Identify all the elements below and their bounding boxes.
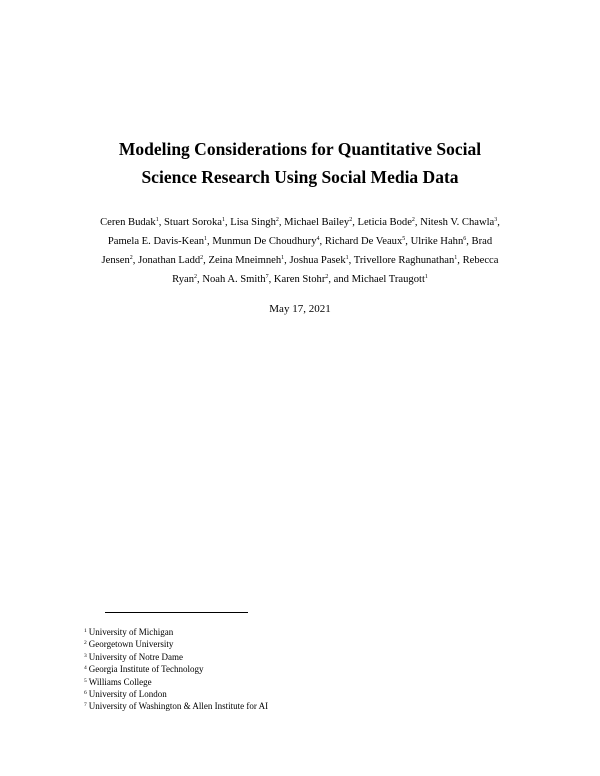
author-name: Ceren Budak: [100, 217, 156, 228]
affiliation-marker: 6: [463, 236, 467, 242]
affiliation-marker: 2: [411, 217, 415, 223]
author-separator: ,: [405, 236, 411, 247]
affiliation-marker: 1: [281, 255, 285, 261]
author-separator: ,: [352, 217, 358, 228]
author-separator: ,: [284, 255, 290, 266]
author-list: [60, 212, 540, 288]
author-separator: ,: [268, 274, 274, 285]
affiliation-marker: 1: [221, 217, 225, 223]
author-name: Karen Stohr: [273, 274, 326, 285]
footnote-text: Williams College: [88, 676, 152, 687]
footnote-text: Georgetown University: [88, 639, 174, 650]
affiliation-marker: 2: [129, 255, 133, 261]
footnote-divider: [105, 612, 248, 613]
author-separator: ,: [203, 255, 209, 266]
author-line-2: [60, 231, 540, 250]
footnote-text: University of Michigan: [88, 627, 174, 637]
footnote-item: [84, 638, 504, 650]
footnote-item: [84, 651, 504, 663]
author-name: Pamela E. Davis-Kean: [107, 236, 205, 247]
author-line-4: [60, 269, 540, 288]
author-name: Munmun De Choudhury: [212, 236, 317, 247]
affiliation-marker: 1: [204, 236, 208, 242]
paper-title: [0, 135, 600, 191]
author-separator: ,: [278, 217, 285, 228]
author-separator: ,: [414, 217, 421, 228]
footnote-number: 6: [84, 690, 87, 697]
affiliation-marker: 7: [265, 274, 269, 280]
affiliation-marker: 2: [325, 274, 329, 280]
footnote-item: [84, 626, 504, 638]
affiliation-marker: 3: [494, 217, 498, 223]
author-name: Richard De Veaux: [324, 236, 403, 247]
author-name: Nitesh V. Chawla: [420, 217, 495, 228]
footnote-number: 4: [84, 665, 87, 672]
affiliation-marker: 2: [194, 274, 198, 280]
author-name: Ulrike Hahn: [410, 236, 464, 247]
author-line-1: [60, 212, 540, 231]
author-name: Noah A. Smith: [202, 274, 266, 285]
author-name: Joshua Pasek: [289, 255, 346, 266]
footnote-text: Georgia Institute of Technology: [88, 664, 204, 675]
footnote-number: 7: [84, 702, 87, 709]
footnote-text: University of Washington & Allen Institute for AI: [88, 701, 269, 712]
affiliation-marker: 1: [424, 274, 428, 280]
author-separator: ,: [158, 217, 164, 228]
author-name: Leticia Bode: [357, 217, 412, 228]
author-name: Trivellore Raghunathan: [353, 255, 455, 266]
author-name: Jonathan Ladd: [138, 255, 201, 266]
footnote-number: 5: [84, 677, 87, 684]
author-separator: ,: [497, 217, 500, 228]
author-name: Lisa Singh: [230, 217, 276, 228]
title-line-2: Science Research Using Social Media Data: [141, 167, 459, 187]
author-name: Michael Bailey: [284, 217, 350, 228]
author-separator: ,: [348, 255, 354, 266]
author-separator: , and: [328, 274, 352, 285]
footnote-item: [84, 688, 504, 700]
publication-date: May 17, 2021: [269, 303, 331, 315]
affiliation-marker: 1: [345, 255, 349, 261]
footnote-item: [84, 663, 504, 675]
affiliation-marker: 1: [155, 217, 159, 223]
footnote-number: 3: [84, 652, 87, 659]
author-separator: ,: [319, 236, 325, 247]
author-name: Zeina Mneimneh: [208, 255, 282, 266]
author-separator: , Brad: [466, 236, 493, 247]
author-name: Jensen: [101, 255, 130, 266]
author-line-3: [60, 250, 540, 269]
author-separator: ,: [224, 217, 231, 228]
author-name: Ryan: [172, 274, 195, 285]
footnote-number: 1: [84, 628, 87, 634]
author-separator: , Rebecca: [457, 255, 499, 266]
footnote-number: 2: [84, 640, 87, 647]
author-separator: ,: [132, 255, 139, 266]
footnote-text: University of Notre Dame: [88, 651, 183, 662]
affiliation-marker: 4: [316, 236, 320, 242]
affiliation-marker: 2: [275, 217, 279, 223]
footnote-text: University of London: [88, 689, 167, 700]
footnote-item: [84, 676, 504, 688]
author-separator: ,: [207, 236, 213, 247]
affiliation-marker: 1: [454, 255, 458, 261]
affiliation-marker: 2: [200, 255, 204, 261]
affiliation-marker: 5: [402, 236, 406, 242]
author-name: Michael Traugott: [351, 274, 425, 285]
title-line-1: Modeling Considerations for Quantitative Social: [118, 139, 482, 159]
affiliation-marker: 2: [349, 217, 353, 223]
affiliation-footnotes: [84, 626, 504, 713]
author-separator: ,: [197, 274, 203, 285]
footnote-item: [84, 700, 504, 712]
author-name: Stuart Soroka: [163, 217, 222, 228]
